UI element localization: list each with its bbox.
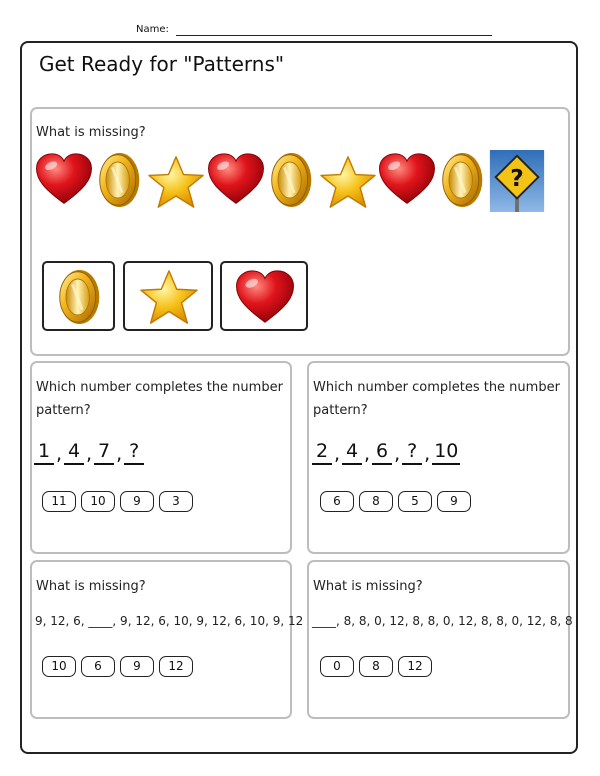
heart-icon [34, 152, 94, 207]
answer-chip[interactable]: 8 [359, 491, 393, 512]
question-3-prompt: Which number completes the number pattern? [313, 380, 560, 418]
answer-chip[interactable]: 10 [81, 491, 115, 512]
pattern-term: 4 [64, 440, 84, 465]
coin-icon [57, 267, 102, 327]
answer-chip[interactable]: 3 [159, 491, 193, 512]
heart-icon [206, 152, 266, 207]
answer-chip[interactable]: 9 [120, 656, 154, 677]
name-line[interactable] [176, 35, 492, 36]
number-pattern-2: 1 , 4 , 7 , ? [34, 440, 144, 465]
coin-icon [440, 150, 485, 210]
heart-icon [234, 269, 296, 326]
star-icon [318, 154, 378, 210]
choice-star[interactable] [123, 261, 213, 331]
pattern-term: 1 [34, 440, 54, 465]
question-sign-icon [489, 150, 545, 212]
answer-chip[interactable]: 12 [398, 656, 432, 677]
heart-icon [377, 152, 437, 207]
star-icon [138, 268, 200, 326]
question-4-prompt: What is missing? [36, 579, 146, 594]
answer-choices-3 [320, 491, 471, 512]
answer-chip[interactable]: 10 [42, 656, 76, 677]
coin-icon [97, 150, 142, 210]
pattern-term: 10 [432, 440, 460, 465]
answer-chip[interactable]: 6 [320, 491, 354, 512]
pattern-term: 2 [312, 440, 332, 465]
answer-choices-4 [42, 656, 193, 677]
pattern-term: ? [124, 440, 144, 465]
pattern-term: 4 [342, 440, 362, 465]
answer-chip[interactable]: 8 [359, 656, 393, 677]
sequence-5: ____, 8, 8, 0, 12, 8, 8, 0, 12, 8, 8, 0, 12, 8, 8 [312, 614, 573, 628]
coin-icon [269, 150, 314, 210]
question-2-prompt: Which number completes the number pattern? [36, 380, 283, 418]
star-icon [146, 154, 206, 210]
answer-chip[interactable]: 12 [159, 656, 193, 677]
answer-chip[interactable]: 5 [398, 491, 432, 512]
choice-heart[interactable] [220, 261, 308, 331]
number-pattern-3: 2 , 4 , 6 , ? , 10 [312, 440, 460, 465]
page-title: Get Ready for "Patterns" [39, 52, 285, 76]
pattern-term: 7 [94, 440, 114, 465]
pattern-term: 6 [372, 440, 392, 465]
answer-chip[interactable]: 9 [120, 491, 154, 512]
pattern-term: ? [402, 440, 422, 465]
question-5-prompt: What is missing? [313, 579, 423, 594]
answer-chip[interactable]: 11 [42, 491, 76, 512]
choice-coin[interactable] [42, 261, 115, 331]
question-1-prompt: What is missing? [36, 125, 146, 140]
name-label: Name: [136, 24, 169, 35]
sequence-4: 9, 12, 6, ____, 9, 12, 6, 10, 9, 12, 6, 10, 9, 12 [35, 614, 304, 628]
answer-chip[interactable]: 9 [437, 491, 471, 512]
answer-chip[interactable]: 0 [320, 656, 354, 677]
answer-chip[interactable]: 6 [81, 656, 115, 677]
answer-choices-5 [320, 656, 432, 677]
answer-choices-2 [42, 491, 193, 512]
